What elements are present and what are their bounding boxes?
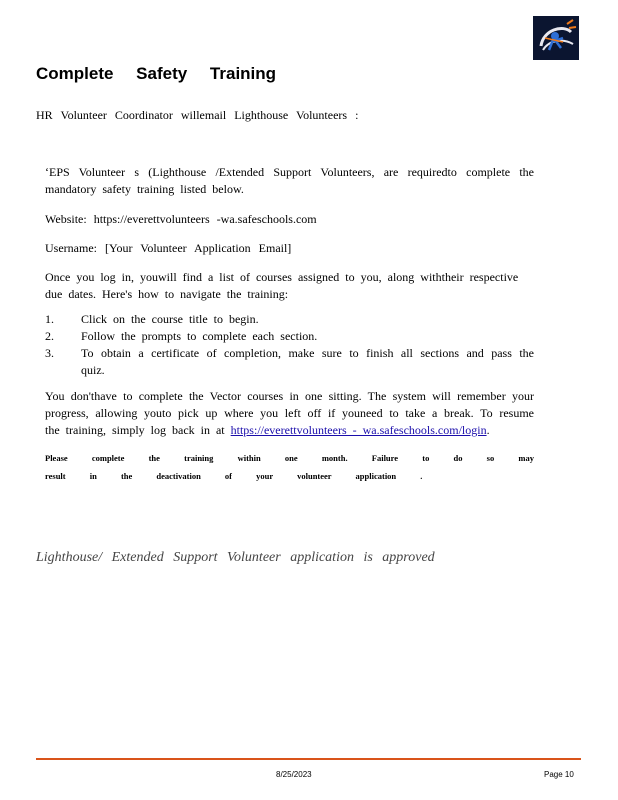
progress-note-end: . bbox=[486, 423, 490, 437]
username-label: Username: bbox=[45, 241, 97, 255]
username-line bbox=[45, 240, 534, 257]
footer-divider bbox=[36, 758, 581, 760]
list-item bbox=[45, 328, 534, 345]
page-title: Complete Safety Training bbox=[36, 64, 277, 83]
deadline-warning: Please complete the training within one month. Failure to do so may result in the deactivation of your volunteer application . bbox=[45, 453, 534, 481]
requirement-paragraph: ‘EPS Volunteer s (Lighthouse /Extended Support Volunteers, are requiredto complete the mandatory safety training listed below. bbox=[45, 165, 534, 196]
list-item bbox=[45, 345, 534, 379]
website-label: Website: bbox=[45, 212, 87, 226]
navigation-paragraph: Once you log in, youwill find a list of courses assigned to you, along withtheir respective due dates. Here's how to navigate the training: bbox=[45, 270, 519, 301]
list-item bbox=[45, 311, 534, 328]
progress-note-paragraph bbox=[45, 388, 534, 439]
step-number: 1. bbox=[45, 312, 54, 326]
progress-note-text: You don'thave to complete the Vector courses in one sitting. The system will remember your progress, allowing youto pick up where you left off if youneed to take a break. To resume the training, simply log back in at bbox=[45, 389, 534, 437]
website-line bbox=[45, 211, 534, 228]
intro-line: HR Volunteer Coordinator willemail Lighthouse Volunteers : bbox=[36, 108, 359, 122]
username-value: [Your Volunteer Application Email] bbox=[104, 241, 292, 255]
approved-heading: Lighthouse/ Extended Support Volunteer application is approved bbox=[36, 550, 435, 565]
footer-page-number: Page 10 bbox=[544, 770, 574, 779]
lighthouse-logo-icon bbox=[533, 16, 579, 60]
step-number: 3. bbox=[45, 346, 54, 360]
steps-list bbox=[45, 311, 534, 379]
footer-date: 8/25/2023 bbox=[276, 770, 312, 779]
login-link[interactable]: https://everettvolunteers - wa.safeschools.com/login bbox=[230, 423, 487, 437]
step-text: Follow the prompts to complete each section. bbox=[81, 329, 318, 343]
training-instructions bbox=[45, 164, 534, 485]
website-value: https://everettvolunteers -wa.safeschools.com bbox=[93, 212, 317, 226]
step-text: Click on the course title to begin. bbox=[81, 312, 259, 326]
step-number: 2. bbox=[45, 329, 54, 343]
step-text: To obtain a certificate of completion, make sure to finish all sections and pass the quiz. bbox=[81, 346, 534, 377]
